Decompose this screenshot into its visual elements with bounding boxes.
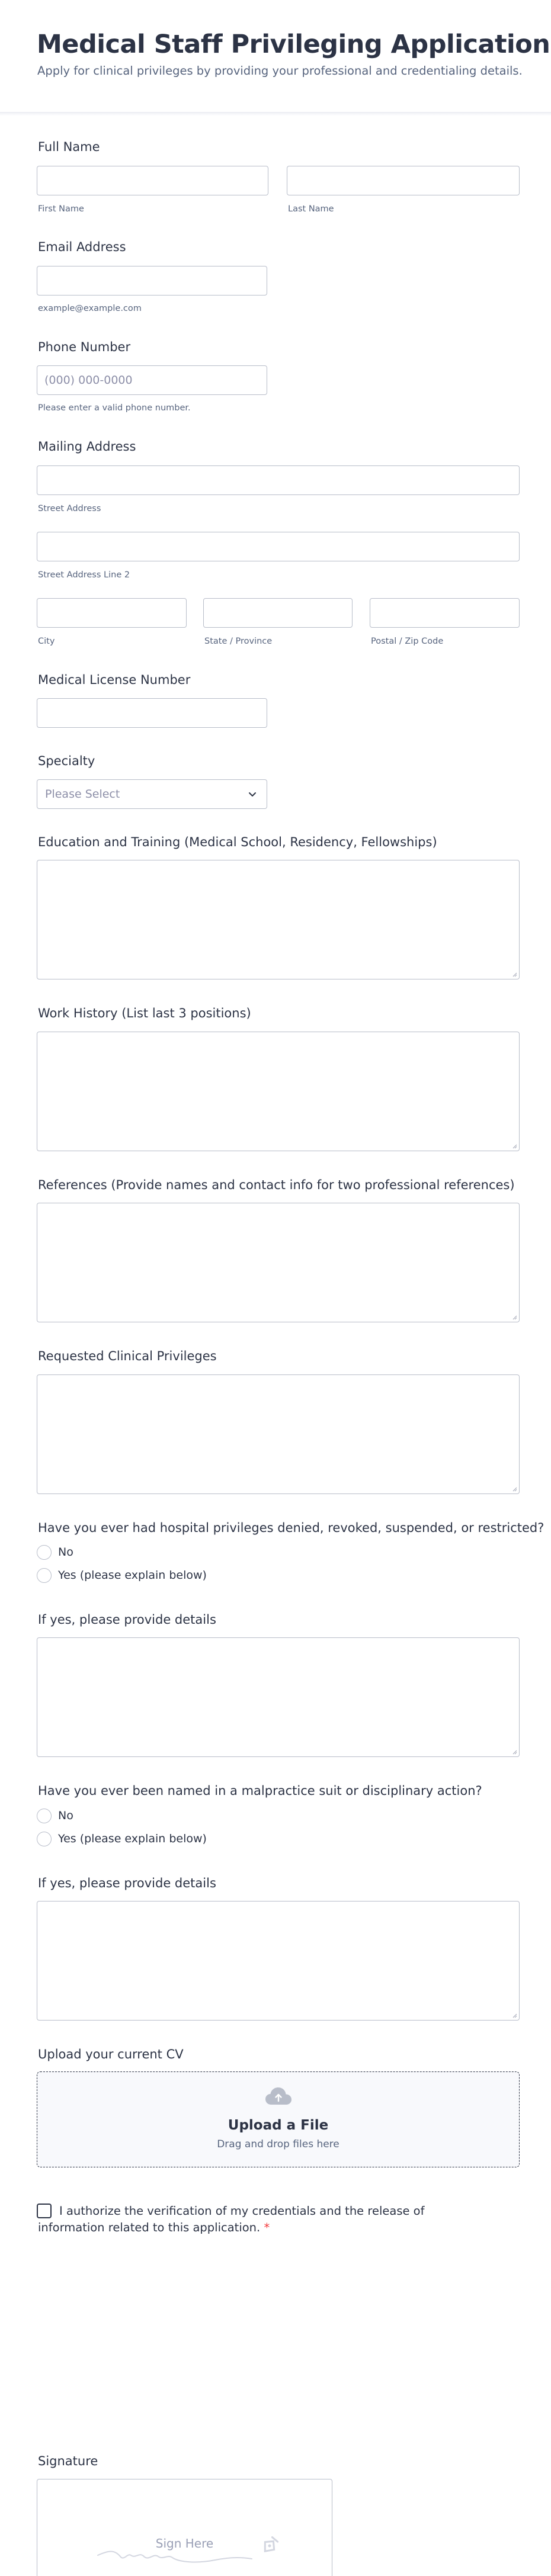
education-textarea[interactable] [37, 860, 520, 979]
cv-upload-label: Upload your current CV [38, 2047, 184, 2061]
phone-label: Phone Number [38, 340, 131, 354]
chevron-down-icon [246, 788, 258, 800]
specialty-select[interactable] [37, 779, 267, 809]
full-name-label: Full Name [38, 140, 100, 154]
zip-input[interactable] [370, 598, 520, 628]
address-label: Mailing Address [38, 439, 136, 454]
upload-file-button[interactable]: Upload a File [228, 2118, 329, 2133]
cv-upload-dropzone[interactable] [37, 2071, 520, 2167]
first-name-sublabel: First Name [38, 204, 84, 214]
state-sublabel: State / Province [204, 637, 273, 646]
signature-label: Signature [38, 2454, 98, 2468]
signature-pad[interactable] [37, 2479, 332, 2576]
radio-button[interactable] [37, 1545, 52, 1560]
street-address-input[interactable] [37, 465, 520, 495]
first-name-input[interactable] [37, 166, 268, 195]
radio-label: Yes (please explain below) [58, 1569, 207, 1582]
page-title: Medical Staff Privileging Application [37, 30, 550, 59]
radio-label: Yes (please explain below) [58, 1832, 207, 1845]
upload-hint: Drag and drop files here [217, 2138, 339, 2150]
zip-sublabel: Postal / Zip Code [371, 637, 444, 646]
last-name-sublabel: Last Name [288, 204, 334, 214]
email-input[interactable] [37, 266, 267, 295]
last-name-input[interactable] [287, 166, 520, 195]
street-address-line2-input[interactable] [37, 532, 520, 561]
license-input[interactable] [37, 698, 267, 728]
references-textarea[interactable] [37, 1203, 520, 1322]
state-input[interactable] [203, 598, 353, 628]
work-history-textarea[interactable] [37, 1032, 520, 1151]
street-address-sublabel: Street Address [38, 504, 101, 513]
email-sublabel: example@example.com [38, 304, 142, 313]
privileges-denied-details-label: If yes, please provide details [38, 1613, 216, 1627]
radio-button[interactable] [37, 1809, 52, 1823]
resize-grip-icon[interactable] [511, 1486, 517, 1492]
consent-label [38, 2203, 464, 2236]
required-asterisk: * [264, 2221, 270, 2234]
cloud-upload-icon [264, 2085, 293, 2106]
consent-text: I authorize the verification of my credentials and the release of information related to this application. [38, 2204, 425, 2234]
education-label: Education and Training (Medical School, Residency, Fellowships) [38, 835, 437, 849]
email-label: Email Address [38, 240, 126, 254]
city-input[interactable] [37, 598, 187, 628]
malpractice-question: Have you ever been named in a malpractice suit or disciplinary action? [38, 1784, 482, 1798]
license-label: Medical License Number [38, 673, 191, 687]
work-history-label: Work History (List last 3 positions) [38, 1006, 251, 1020]
resize-grip-icon[interactable] [511, 1143, 517, 1149]
malpractice-details-textarea[interactable] [37, 1901, 520, 2021]
street-address-line2-sublabel: Street Address Line 2 [38, 570, 130, 580]
resize-grip-icon[interactable] [511, 971, 517, 977]
privileges-label: Requested Clinical Privileges [38, 1349, 217, 1363]
malpractice-details-label: If yes, please provide details [38, 1876, 216, 1890]
resize-grip-icon[interactable] [511, 1749, 517, 1755]
phone-input[interactable] [37, 365, 267, 395]
radio-button[interactable] [37, 1832, 52, 1846]
references-label: References (Provide names and contact info for two professional references) [38, 1178, 515, 1192]
resize-grip-icon[interactable] [511, 2012, 517, 2018]
radio-label: No [58, 1809, 73, 1822]
radio-label: No [58, 1546, 73, 1559]
specialty-label: Specialty [38, 754, 95, 768]
signature-placeholder: Sign Here [155, 2536, 214, 2551]
page-subtitle: Apply for clinical privileges by providing your professional and credentialing details. [37, 64, 523, 78]
city-sublabel: City [38, 637, 55, 646]
privileges-denied-details-textarea[interactable] [37, 1637, 520, 1757]
form-header [0, 0, 551, 113]
radio-button[interactable] [37, 1568, 52, 1583]
privileges-denied-question: Have you ever had hospital privileges denied, revoked, suspended, or restricted? [38, 1521, 544, 1535]
resize-grip-icon[interactable] [511, 1314, 517, 1320]
header-divider [0, 113, 551, 116]
privileges-textarea[interactable] [37, 1374, 520, 1494]
specialty-selected-value: Please Select [45, 788, 120, 801]
phone-sublabel: Please enter a valid phone number. [38, 403, 191, 413]
